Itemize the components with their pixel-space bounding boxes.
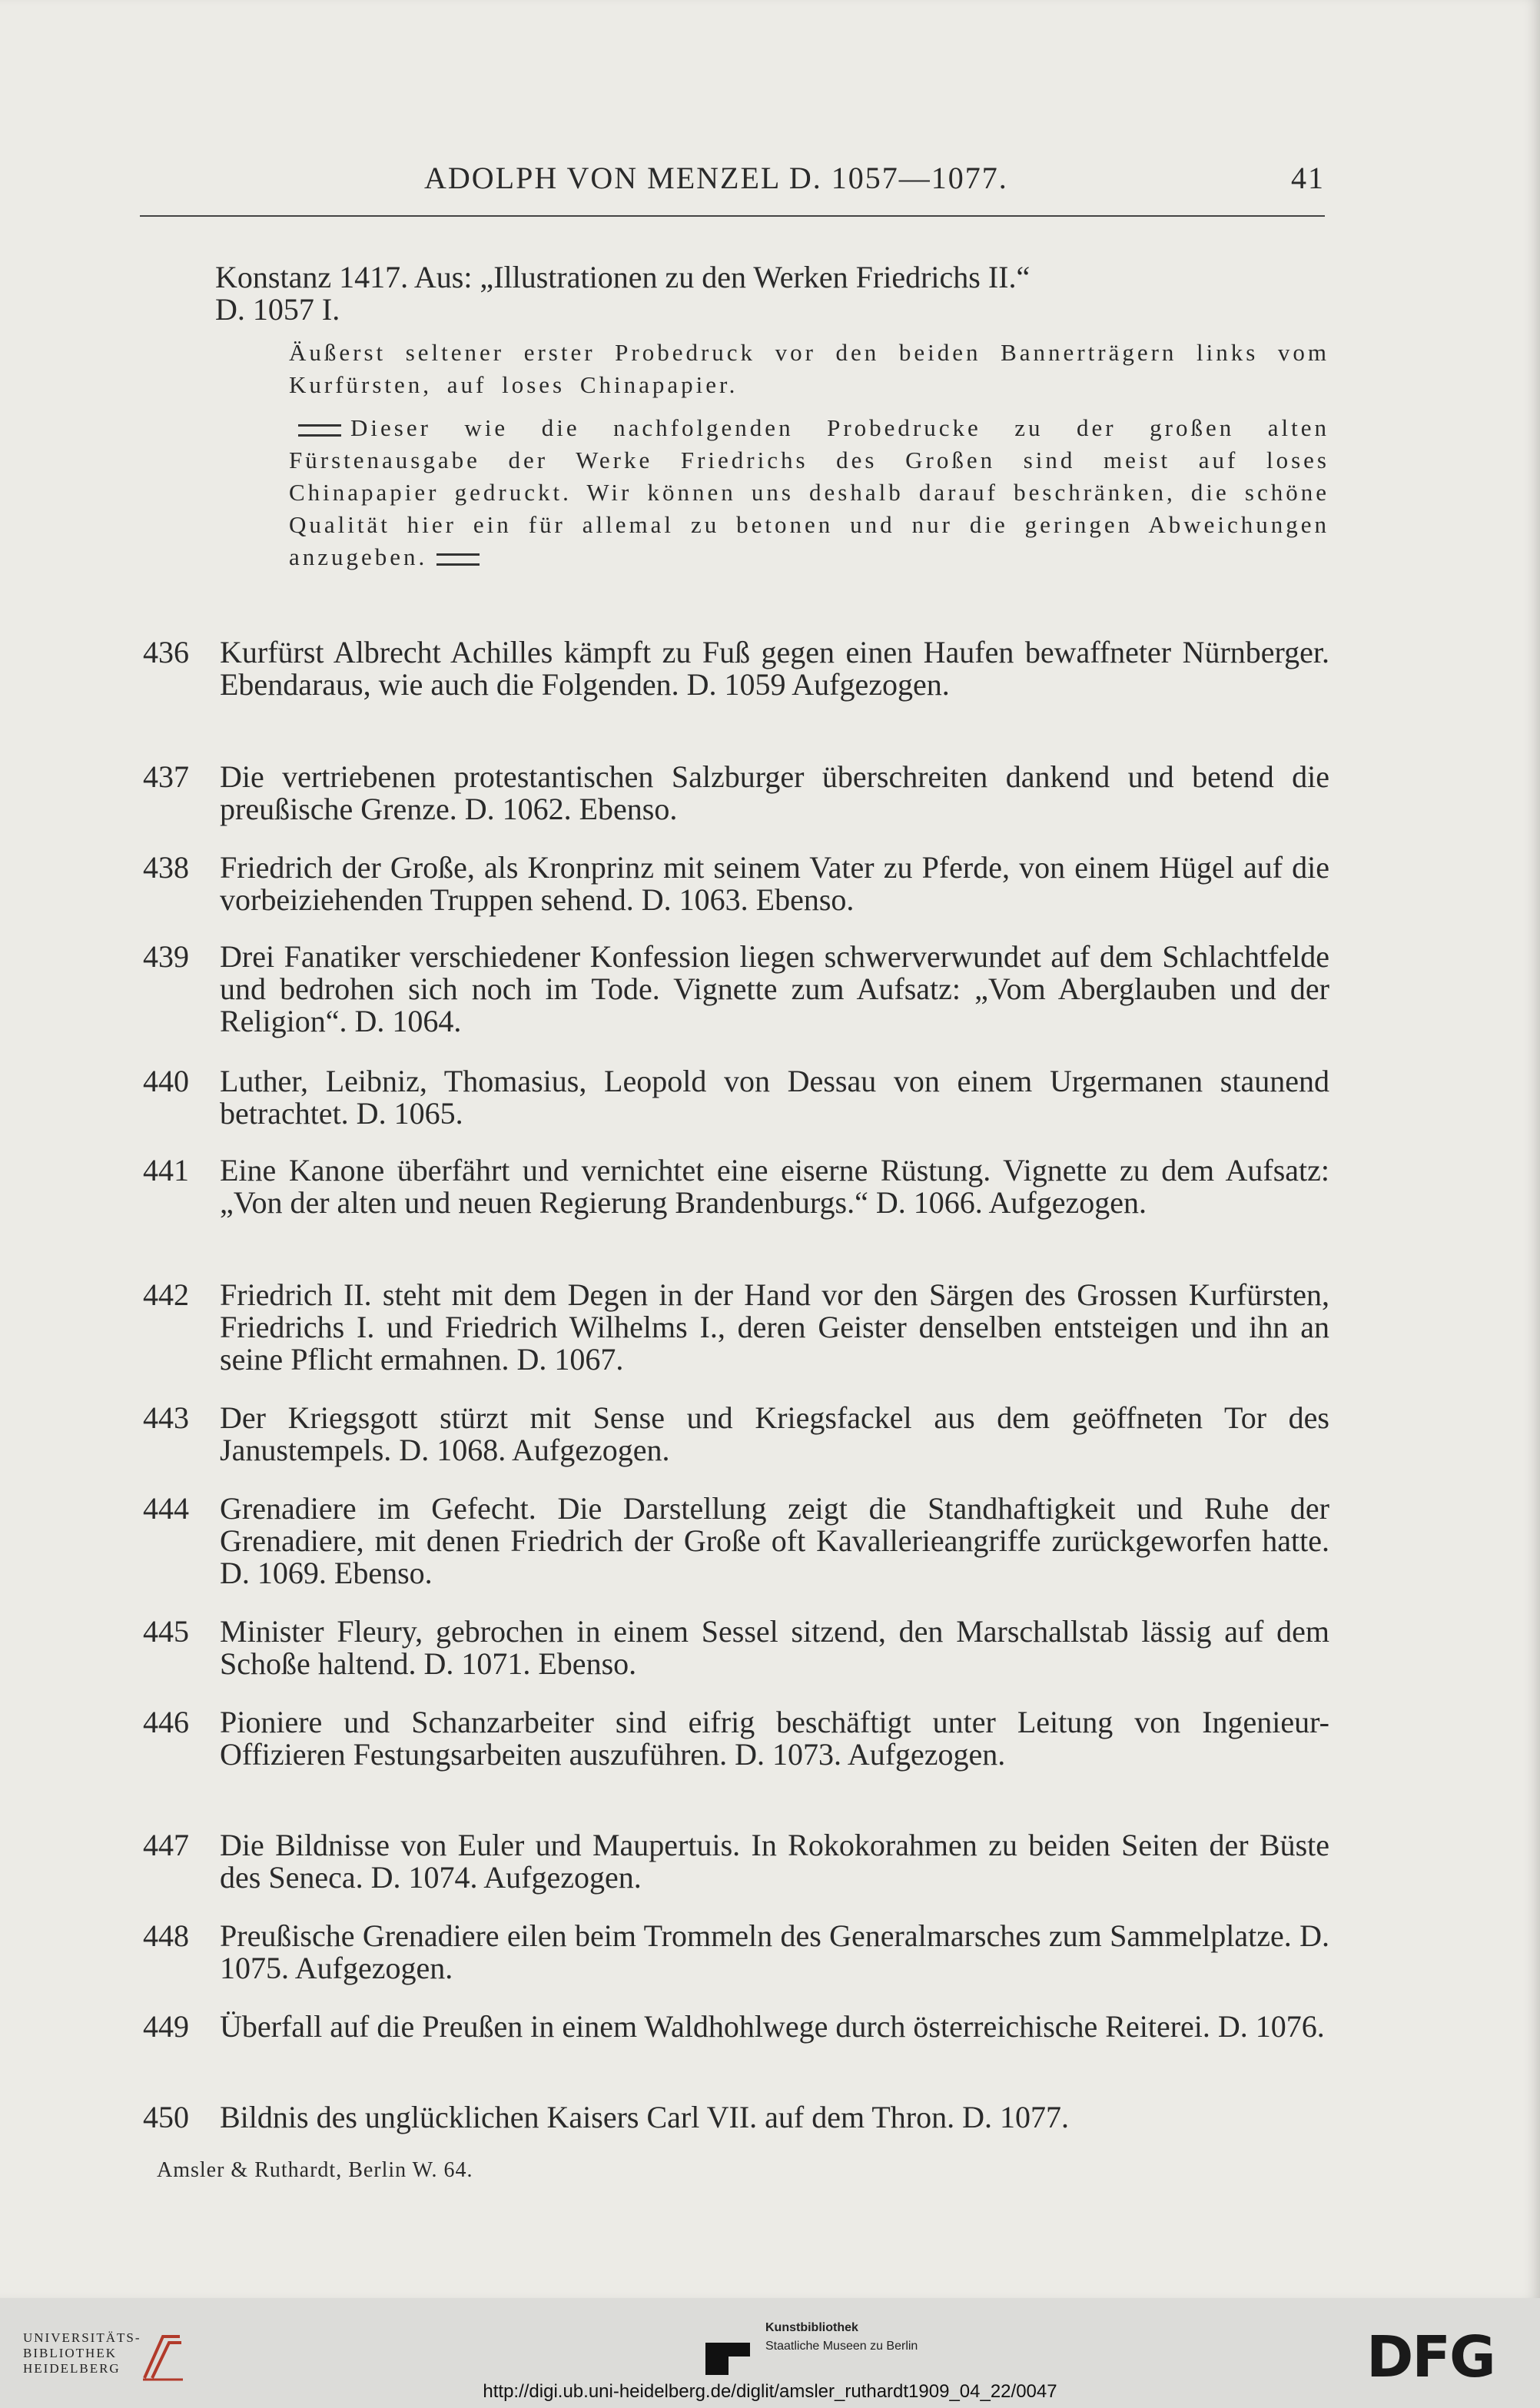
kunstbibliothek-emblem-icon <box>705 2337 750 2375</box>
entry-text: Grenadiere im Gefecht. Die Darstellung zeigt die Standhaftigkeit und Ruhe der Grenadiere, mit denen Friedrich der Große oft Kavallerieangriffe zurückgeworfen hatte. D. 1069. Ebenso. <box>220 1491 1329 1590</box>
continued-entry <box>215 261 1329 326</box>
entry-text: Friedrich II. steht mit dem Degen in der Hand vor den Särgen des Grossen Kurfürsten, Friedrichs I. und Friedrich Wilhelms I., deren Geister denselben entsteigen und ihn an seine Pflicht ermahnen. D. 1067. <box>220 1277 1329 1377</box>
entry-text: Die vertriebenen protestantischen Salzburger überschreiten dankend und betend die preußische Grenze. D. 1062. Ebenso. <box>220 759 1329 826</box>
entry-text: Drei Fanatiker verschiedener Konfession liegen schwerverwundet auf dem Schlachtfelde und bedrohen sich noch im Tode. Vignette zum Aufsatz: „Vom Aberglauben und der Religion“. D. 1064. <box>220 939 1329 1038</box>
entry-text: Pioniere und Schanzarbeiter sind eifrig beschäftigt unter Leitung von Ingenieur-Offizieren Festungsarbeiten auszuführen. D. 1073. Aufgezogen. <box>220 1705 1329 1772</box>
header-rule <box>140 215 1325 217</box>
entry-text: Minister Fleury, gebrochen in einem Sessel sitzend, den Marschallstab lässig auf dem Schoße haltend. D. 1071. Ebenso. <box>220 1614 1329 1681</box>
equals-mark-icon <box>298 424 341 437</box>
continued-entry-line-2: D. 1057 I. <box>215 292 340 327</box>
uni-logo-line-3: HEIDELBERG <box>23 2361 121 2376</box>
entry-number: 439 <box>143 939 189 974</box>
permalink-url[interactable]: http://digi.ub.uni-heidelberg.de/diglit/amsler_ruthardt1909_04_22/0047 <box>483 2381 1057 2402</box>
entry-number: 440 <box>143 1064 189 1098</box>
entry-text: Überfall auf die Preußen in einem Waldhohlwege durch österreichische Reiterei. D. 1076. <box>220 2009 1325 2044</box>
digitization-footer <box>0 2298 1540 2408</box>
continued-entry-line-1: Konstanz 1417. Aus: „Illustrationen zu den Werken Friedrichs II.“ <box>215 260 1031 294</box>
printer-imprint: Amsler & Ruthardt, Berlin W. 64. <box>157 2158 473 2182</box>
heidelberg-university-library-logo[interactable] <box>23 2330 192 2384</box>
note-proof-text: Äußerst seltener erster Probedruck vor den beiden Bannerträgern links vom Kurfürsten, auf loses Chinapapier. <box>289 339 1329 398</box>
kunstbibliothek-logo[interactable] <box>705 2321 951 2375</box>
running-header <box>140 160 1325 206</box>
entry-text: Eine Kanone überfährt und vernichtet eine eiserne Rüstung. Vignette zu dem Aufsatz: „Von der alten und neuen Regierung Brandenburgs.“ D. 1066. Aufgezogen. <box>220 1153 1329 1220</box>
entry-text: Die Bildnisse von Euler und Maupertuis. In Rokokorahmen zu beiden Seiten der Büste des Seneca. D. 1074. Aufgezogen. <box>220 1828 1329 1895</box>
entry-number: 449 <box>143 2009 189 2044</box>
entry-number: 437 <box>143 759 189 794</box>
entry-number: 438 <box>143 850 189 885</box>
uni-logo-line-1: UNIVERSITÄTS- <box>23 2330 141 2345</box>
page-number: 41 <box>1291 161 1325 195</box>
library-mark-icon <box>140 2332 186 2383</box>
entry-text: Kurfürst Albrecht Achilles kämpft zu Fuß gegen einen Haufen bewaffneter Nürnberger. Ebendaraus, wie auch die Folgenden. D. 1059 Aufgezogen. <box>220 635 1329 702</box>
entry-text: Bildnis des unglücklichen Kaisers Carl VII. auf dem Thron. D. 1077. <box>220 2100 1069 2134</box>
entry-text: Luther, Leibniz, Thomasius, Leopold von Dessau von einem Urgermanen staunend betrachtet. D. 1065. <box>220 1064 1329 1131</box>
note-proof-series <box>289 412 1329 573</box>
entry-number: 443 <box>143 1400 189 1435</box>
entry-number: 442 <box>143 1277 189 1312</box>
entry-number: 450 <box>143 2100 189 2134</box>
entry-text: Preußische Grenadiere eilen beim Trommeln des Generalmarsches zum Sammelplatze. D. 1075. Aufgezogen. <box>220 1918 1329 1985</box>
uni-logo-line-2: BIBLIOTHEK <box>23 2346 117 2360</box>
header-title: ADOLPH VON MENZEL D. 1057—1077. <box>424 161 1008 195</box>
entry-number: 447 <box>143 1828 189 1862</box>
dfg-logo[interactable]: DFG <box>1366 2324 1495 2390</box>
equals-mark-icon <box>436 553 480 566</box>
entry-number: 446 <box>143 1705 189 1739</box>
entry-number: 436 <box>143 635 189 669</box>
entry-number: 448 <box>143 1918 189 1953</box>
entry-number: 444 <box>143 1491 189 1526</box>
kb-logo-line-1: Kunstbibliothek <box>765 2321 858 2334</box>
kb-logo-line-2: Staatliche Museen zu Berlin <box>765 2340 918 2353</box>
entry-text: Friedrich der Große, als Kronprinz mit seinem Vater zu Pferde, von einem Hügel auf die vorbeiziehenden Truppen sehend. D. 1063. Ebenso. <box>220 850 1329 917</box>
entry-number: 441 <box>143 1153 189 1187</box>
note-proof <box>289 337 1329 401</box>
entry-number: 445 <box>143 1614 189 1649</box>
note-proof-series-text: Dieser wie die nachfolgenden Probedrucke zu der großen alten Fürstenausgabe der Werke Friedrichs des Großen sind meist auf loses Chinapapier gedruckt. Wir können uns deshalb darauf beschränken, die schöne Qualität hier ein für allemal zu betonen und nur die geringen Abweichungen anzugeben. <box>289 414 1329 570</box>
entry-text: Der Kriegsgott stürzt mit Sense und Kriegsfackel aus dem geöffneten Tor des Janustempels. D. 1068. Aufgezogen. <box>220 1400 1329 1467</box>
